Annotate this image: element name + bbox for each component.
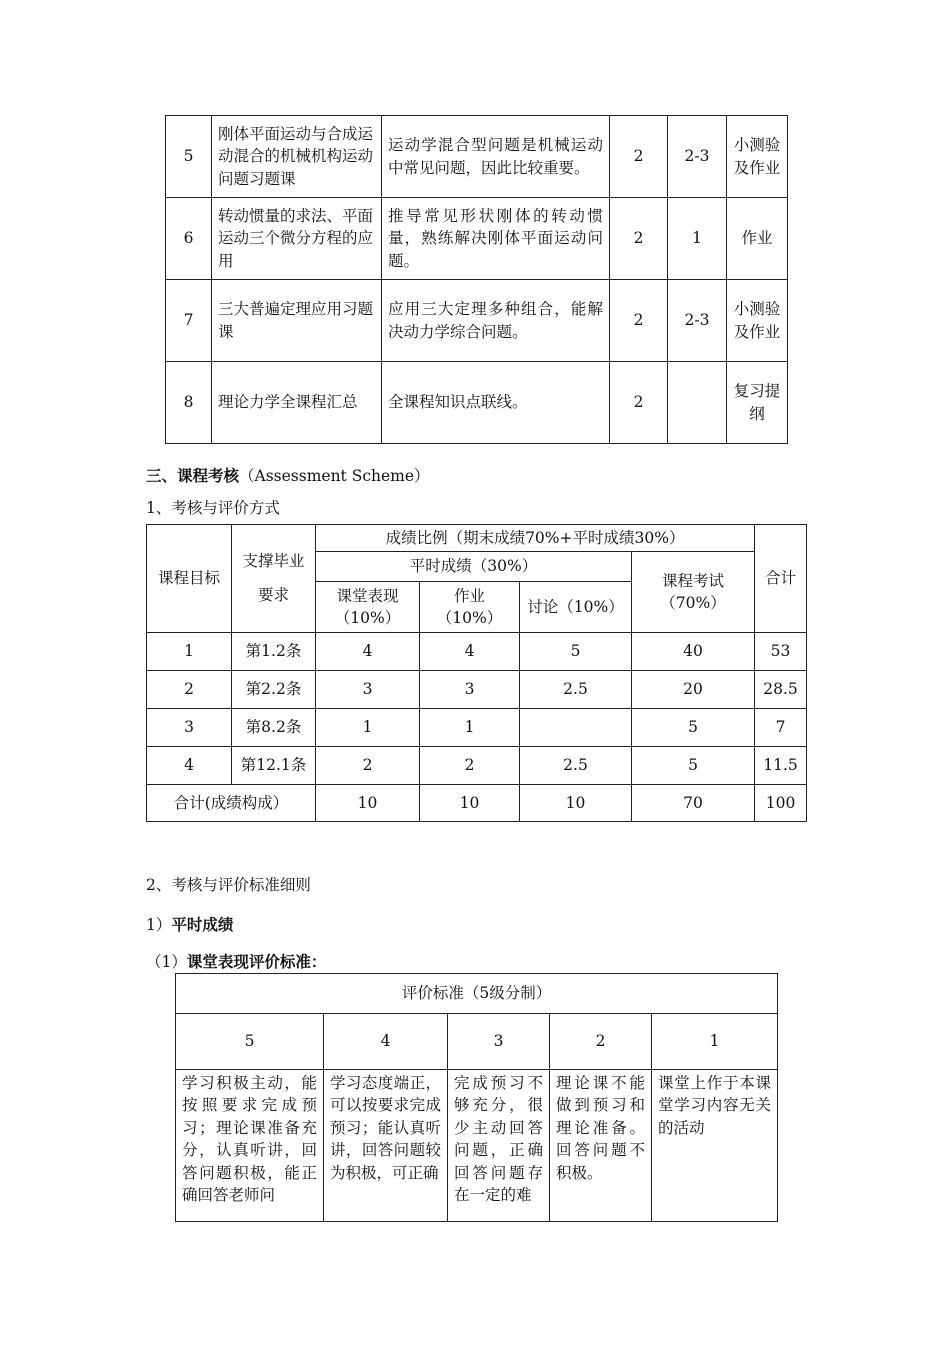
header-class-performance: 课堂表现（10%） — [316, 582, 420, 633]
header-usual-grade: 平时成绩（30%） — [316, 552, 632, 582]
section-3-heading — [146, 464, 430, 486]
criteria-text: 理论课不能做到预习和理论准备。回答问题不积极。 — [550, 1070, 652, 1222]
homework-cell: 4 — [420, 633, 520, 671]
criteria-title: 评价标准（5级分制） — [176, 974, 778, 1014]
assessment-table — [146, 524, 807, 822]
schedule-table — [165, 115, 788, 444]
class-cell: 4 — [316, 633, 420, 671]
header-grade-ratio: 成绩比例（期末成绩70%+平时成绩30%） — [316, 525, 755, 552]
discussion-cell: 5 — [520, 633, 632, 671]
total-cell: 28.5 — [755, 671, 807, 709]
row-topic: 理论力学全课程汇总 — [212, 362, 382, 444]
row-topic: 转动惯量的求法、平面运动三个微分方程的应用 — [212, 198, 382, 280]
header-course-goal: 课程目标 — [147, 525, 232, 633]
class-cell: 3 — [316, 671, 420, 709]
exam-cell: 5 — [632, 747, 755, 785]
row-topic: 三大普遍定理应用习题课 — [212, 280, 382, 362]
row-level — [668, 362, 727, 444]
sum-homework: 10 — [420, 785, 520, 822]
exam-cell: 5 — [632, 709, 755, 747]
row-description: 运动学混合型问题是机械运动中常见问题，因此比较重要。 — [382, 116, 610, 198]
row-description: 全课程知识点联线。 — [382, 362, 610, 444]
discussion-cell — [520, 709, 632, 747]
criteria-text: 学习积极主动，能按照要求完成预习；理论课准备充分，认真听讲，回答问题积极，能正确回答老师问 — [176, 1070, 324, 1222]
row-method: 复习提纲 — [727, 362, 788, 444]
header-total: 合计 — [755, 525, 807, 633]
schedule-row — [166, 280, 788, 362]
table-row — [147, 709, 807, 747]
requirement-cell: 第2.2条 — [232, 671, 316, 709]
row-number: 5 — [166, 116, 212, 198]
header-discussion: 讨论（10%） — [520, 582, 632, 633]
subheading-assessment-method: 1、考核与评价方式 — [146, 499, 280, 517]
table-row — [147, 671, 807, 709]
subheading-class-criteria — [146, 950, 326, 972]
sum-label: 合计(成绩构成） — [147, 785, 316, 822]
row-hours: 2 — [610, 116, 668, 198]
subheading-usual-grade-title: 平时成绩 — [171, 915, 234, 934]
requirement-cell: 第8.2条 — [232, 709, 316, 747]
row-level: 2-3 — [668, 280, 727, 362]
subheading-usual-grade — [146, 913, 233, 935]
row-hours: 2 — [610, 198, 668, 280]
sum-class: 10 — [316, 785, 420, 822]
goal-cell: 2 — [147, 671, 232, 709]
class-cell: 2 — [316, 747, 420, 785]
criteria-level: 2 — [550, 1014, 652, 1070]
criteria-text: 课堂上作于本课堂学习内容无关的活动 — [652, 1070, 778, 1222]
row-topic: 刚体平面运动与合成运动混合的机械机构运动问题习题课 — [212, 116, 382, 198]
subheading-class-criteria-title: 课堂表现评价标准： — [186, 952, 327, 971]
schedule-row — [166, 116, 788, 198]
homework-cell: 1 — [420, 709, 520, 747]
requirement-cell: 第1.2条 — [232, 633, 316, 671]
criteria-text: 完成预习不够充分，很少主动回答问题，正确回答问题存在一定的难 — [448, 1070, 550, 1222]
criteria-level: 3 — [448, 1014, 550, 1070]
total-cell: 7 — [755, 709, 807, 747]
row-number: 8 — [166, 362, 212, 444]
row-level: 1 — [668, 198, 727, 280]
row-method: 作业 — [727, 198, 788, 280]
requirement-cell: 第12.1条 — [232, 747, 316, 785]
goal-cell: 4 — [147, 747, 232, 785]
row-description: 推导常见形状刚体的转动惯量，熟练解决刚体平面运动问题。 — [382, 198, 610, 280]
sum-exam: 70 — [632, 785, 755, 822]
discussion-cell: 2.5 — [520, 747, 632, 785]
homework-cell: 2 — [420, 747, 520, 785]
section-3-title: 三、课程考核 — [146, 466, 240, 485]
row-number: 6 — [166, 198, 212, 280]
row-hours: 2 — [610, 362, 668, 444]
criteria-table — [175, 973, 778, 1222]
header-support-requirement: 支撑毕业要求 — [232, 525, 316, 633]
row-number: 7 — [166, 280, 212, 362]
total-cell: 11.5 — [755, 747, 807, 785]
subheading-class-criteria-number: （1） — [146, 953, 187, 971]
row-method: 小测验及作业 — [727, 116, 788, 198]
criteria-level: 5 — [176, 1014, 324, 1070]
row-level: 2-3 — [668, 116, 727, 198]
class-cell: 1 — [316, 709, 420, 747]
header-exam: 课程考试（70%） — [632, 552, 755, 633]
table-row — [147, 633, 807, 671]
homework-cell: 3 — [420, 671, 520, 709]
schedule-row — [166, 198, 788, 280]
goal-cell: 1 — [147, 633, 232, 671]
row-method: 小测验及作业 — [727, 280, 788, 362]
exam-cell: 20 — [632, 671, 755, 709]
criteria-level: 4 — [324, 1014, 448, 1070]
sum-total: 100 — [755, 785, 807, 822]
goal-cell: 3 — [147, 709, 232, 747]
header-homework: 作业（10%） — [420, 582, 520, 633]
exam-cell: 40 — [632, 633, 755, 671]
row-hours: 2 — [610, 280, 668, 362]
subheading-criteria-details: 2、考核与评价标准细则 — [146, 876, 311, 894]
schedule-row — [166, 362, 788, 444]
row-description: 应用三大定理多种组合，能解决动力学综合问题。 — [382, 280, 610, 362]
section-3-subtitle: （Assessment Scheme） — [239, 467, 430, 485]
subheading-usual-grade-number: 1） — [146, 916, 172, 934]
table-row — [147, 747, 807, 785]
criteria-text: 学习态度端正，可以按要求完成预习；能认真听讲，回答问题较为积极，可正确 — [324, 1070, 448, 1222]
discussion-cell: 2.5 — [520, 671, 632, 709]
total-cell: 53 — [755, 633, 807, 671]
sum-discussion: 10 — [520, 785, 632, 822]
criteria-level: 1 — [652, 1014, 778, 1070]
